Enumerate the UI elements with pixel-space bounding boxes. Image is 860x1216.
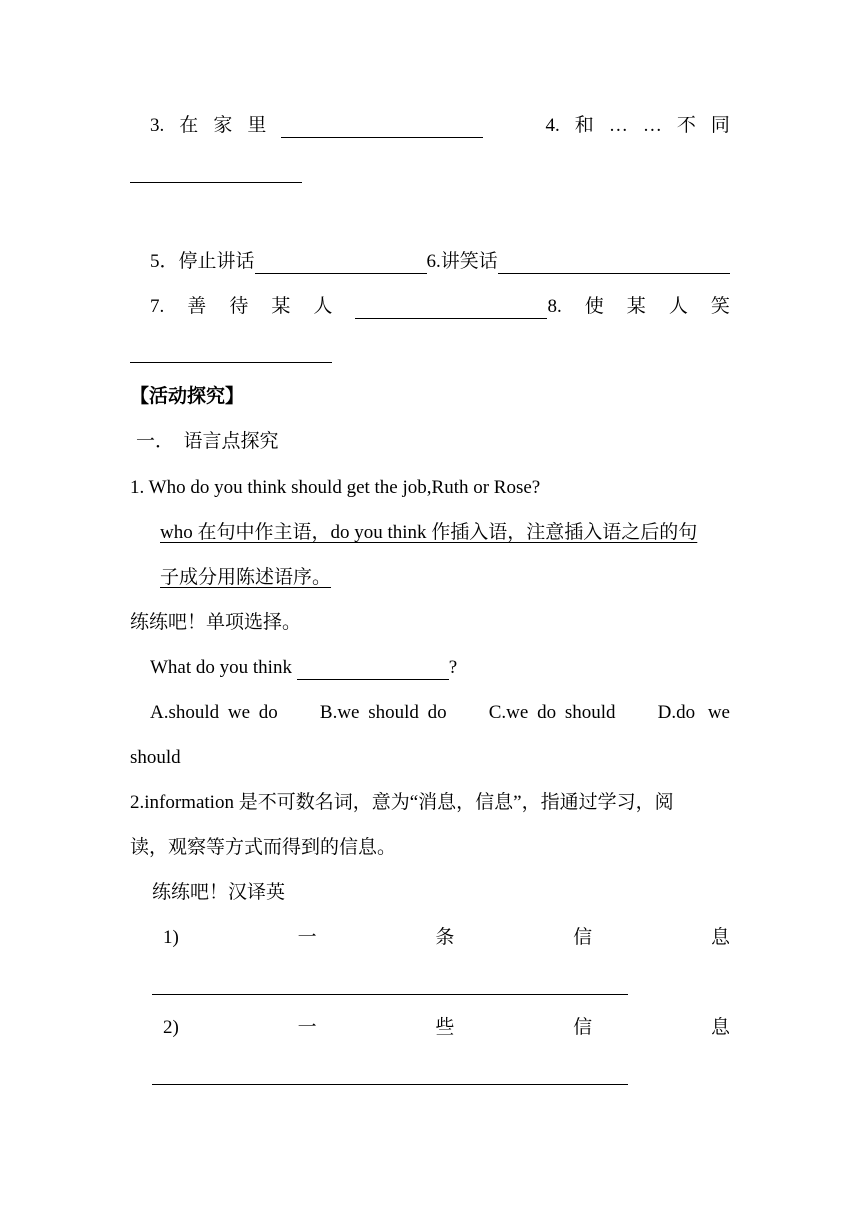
answer-blank-3[interactable] [281,119,483,138]
option-d-wrap: should [130,747,181,768]
question-1-practice: 练练吧！单项选择。 [130,612,302,633]
option-a[interactable]: A.should we do [150,702,278,723]
answer-blank-4[interactable] [130,182,302,183]
translate-item-2 [163,1016,730,1040]
question-1-note-line1: who 在句中作主语，do you think 作插入语，注意插入语之后的句 [160,522,698,543]
item-2-char: 息 [710,1017,730,1038]
answer-blank-6[interactable] [498,255,730,274]
item-1-char: 息 [710,927,730,948]
phrase-3-num: 3. [150,115,165,136]
phrase-8-char: 使 [584,296,604,317]
answer-blank-5[interactable] [255,255,427,274]
phrase-5-label: 5．停止讲话 [150,251,255,272]
question-2-line1: 2.information 是不可数名词，意为“消息，信息”，指通过学习，阅 [130,792,674,813]
question-1-prompt-text: What do you think [150,657,297,678]
item-2-char: 一 [297,1017,317,1038]
phrase-7-char: 人 [313,296,333,317]
phrase-8-char: 某 [626,296,646,317]
question-2-practice: 练练吧！汉译英 [152,882,286,903]
translate-item-1 [163,926,730,950]
phrase-7-char: 善 [187,296,207,317]
phrase-7-char: 待 [229,296,249,317]
phrase-3-char: 家 [213,115,233,136]
item-1-char: 条 [435,927,455,948]
phrase-4-char: 不 [676,115,696,136]
item-1-char: 一 [297,927,317,948]
answer-blank-q1[interactable] [297,661,449,680]
question-1-prompt-end: ? [448,657,458,678]
question-1-options [150,701,730,725]
question-1-prompt [150,656,457,680]
answer-blank-item-1[interactable] [152,994,628,995]
phrase-6-label: 6.讲笑话 [426,251,498,272]
phrase-row-3-4 [150,114,730,138]
answer-blank-item-2[interactable] [152,1084,628,1085]
phrase-4-num: 4. [545,115,560,136]
option-d[interactable]: D.do we [657,702,730,723]
item-2-num: 2) [163,1017,179,1038]
answer-blank-7[interactable] [355,300,547,319]
answer-blank-8[interactable] [130,362,332,363]
option-b[interactable]: B.we should do [319,702,447,723]
option-c[interactable]: C.we do should [488,702,616,723]
phrase-4-char: 同 [710,115,730,136]
phrase-3-char: 里 [247,115,267,136]
phrase-4-char: … [608,115,628,136]
section-title: 【活动探究】 [130,386,245,407]
phrase-4-char: … [642,115,662,136]
question-2-line2: 读，观察等方式而得到的信息。 [130,837,397,858]
item-1-char: 信 [573,927,593,948]
item-1-num: 1) [163,927,179,948]
phrase-7-num: 7. [150,296,165,317]
phrase-row-7-8 [150,295,730,319]
item-2-char: 些 [435,1017,455,1038]
phrase-7-char: 某 [271,296,291,317]
phrase-8-num: 8. [547,296,562,317]
section-subtitle: 一． 语言点探究 [136,431,279,452]
phrase-3-char: 在 [179,115,199,136]
item-2-char: 信 [573,1017,593,1038]
question-1-note-line2: 子成分用陈述语序。 [160,567,332,588]
question-1-text: 1. Who do you think should get the job,Ruth or Rose? [130,477,541,498]
phrase-4-char: 和 [574,115,594,136]
phrase-row-5-6 [150,250,730,274]
phrase-8-char: 笑 [710,296,730,317]
phrase-8-char: 人 [668,296,688,317]
